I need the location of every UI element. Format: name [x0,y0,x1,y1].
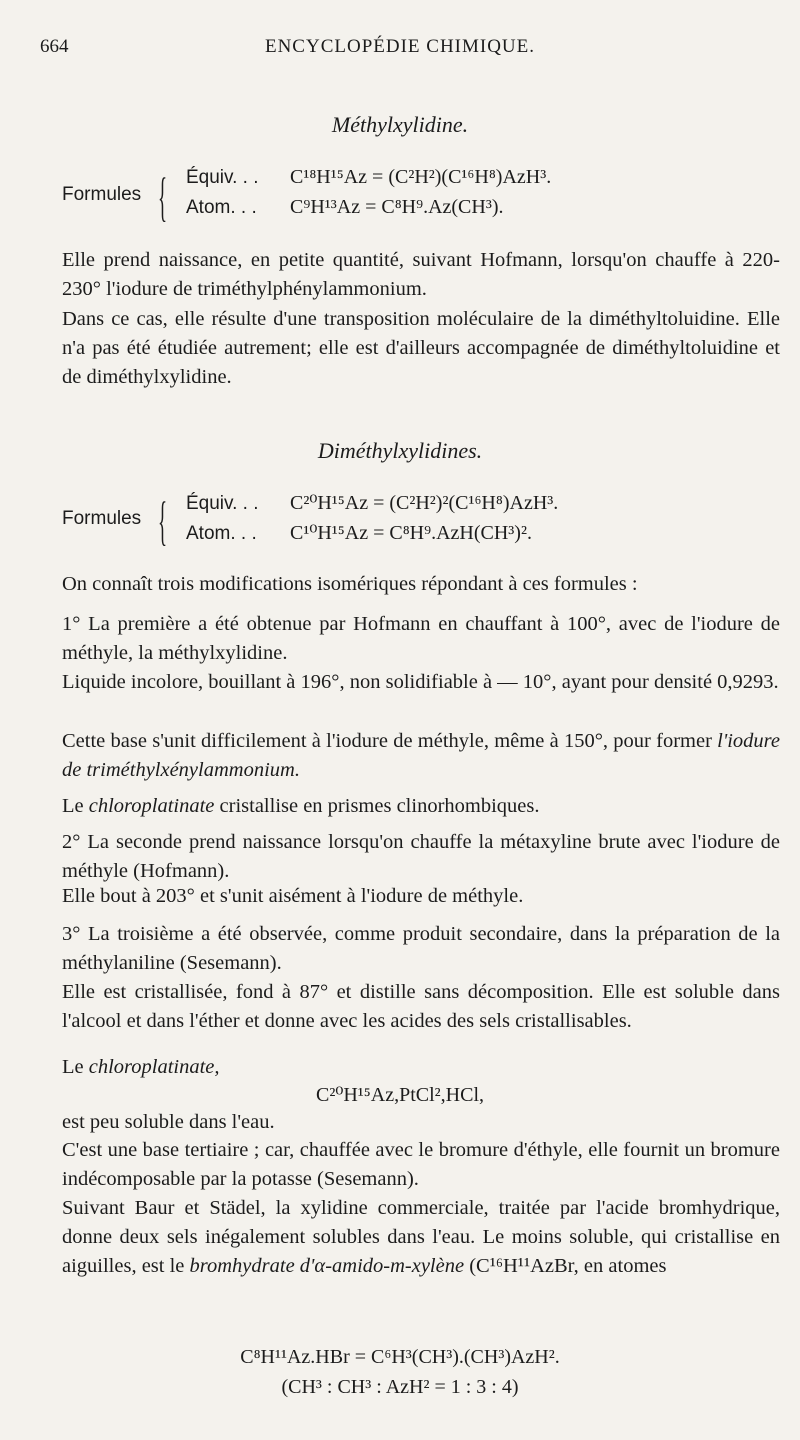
formula-value: C²⁰H¹⁵Az = (C²H²)²(C¹⁶H⁸)AzH³. [290,492,559,514]
formula-line: (CH³ : CH³ : AzH² = 1 : 3 : 4) [281,1376,519,1398]
formulas-label: Formules [62,184,142,205]
paragraph: Elle bout à 203° et s'unit aisément à l'iodure de méthyle. [62,885,524,907]
running-title: ENCYCLOPÉDIE CHIMIQUE. [264,36,536,57]
formula-row-atom [186,196,504,224]
formula-block-2 [62,490,762,556]
formula-key: Équiv. . . [186,493,259,514]
paragraph: Elle prend naissance, en petite quantité, suivant Hofmann, lorsqu'on chauffe à 220-230° l'iodure de triméthylphénylammonium. [62,249,780,300]
text-run: cristallise en prismes clinorhombiques. [214,795,540,817]
formula-row-equiv [186,166,551,194]
paragraph: 3° La troisième a été observée, comme produit secondaire, dans la préparation de la méthylaniline (Sesemann). [62,923,780,974]
brace-glyph: { [158,491,168,551]
paragraph: 2° La seconde prend naissance lorsqu'on chauffe la métaxyline brute avec l'iodure de méthyle (Hofmann). [62,831,780,882]
page-header [40,36,760,62]
formula-block-1 [62,166,762,232]
formula-row-equiv [186,490,558,518]
paragraph [62,727,780,785]
paragraph [62,1053,780,1082]
section-title-methylxylidine: Méthylxylidine. [331,112,469,137]
paragraph: est peu soluble dans l'eau. [62,1111,275,1133]
text-run: Le [62,1056,89,1078]
formula-key: Atom. . . [186,523,257,544]
formula-line: C²⁰H¹⁵Az,PtCl²,HCl, [316,1084,484,1106]
formula-line: C⁸H¹¹Az.HBr = C⁶H³(CH³).(CH³)AzH². [240,1346,560,1368]
paragraph: C'est une base tertiaire ; car, chauffée avec le bromure d'éthyle, elle fournit un bromure indécomposable par la potasse (Sesemann). [62,1139,780,1190]
paragraph: Elle est cristallisée, fond à 87° et distille sans décomposition. Elle est soluble dans l'alcool et dans l'éther et donne avec les acides des sels cristallisables. [62,981,780,1032]
formula-value: C⁹H¹³Az = C⁸H⁹.Az(CH³). [290,196,504,218]
emphasis: chloroplatinate, [88,1056,220,1078]
formula-value: C¹⁰H¹⁵Az = C⁸H⁹.AzH(CH³)². [290,522,532,544]
formula-value: C¹⁸H¹⁵Az = (C²H²)(C¹⁶H⁸)AzH³. [290,166,552,188]
emphasis: l'iodure de triméthylxénylammonium. [62,730,780,781]
paragraph [62,792,780,821]
paragraph: 1° La première a été obtenue par Hofmann en chauffant à 100°, avec de l'iodure de méthyle, la méthylxylidine. [62,613,780,664]
paragraph: Dans ce cas, elle résulte d'une transposition moléculaire de la diméthyltoluidine. Elle n'a pas été étudiée autrement; elle est d'ailleurs accompagnée de diméthyltoluidine et de diméthylxylidine. [62,308,780,388]
paragraph: Liquide incolore, bouillant à 196°, non solidifiable à — 10°, ayant pour densité 0,9293. [62,671,779,693]
page-number: 664 [40,36,69,57]
paragraph: On connaît trois modifications isomériques répondant à ces formules : [62,573,638,595]
text-run: Cette base s'unit difficilement à l'iodure de méthyle, même à 150°, pour former [62,730,718,752]
paragraph [62,1194,780,1281]
section-title-dimethylxylidines: Diméthylxylidines. [317,438,483,463]
brace-glyph: { [158,167,168,227]
emphasis: bromhydrate d'α-amido-m-xylène [189,1255,465,1277]
text-run: Suivant Baur et Städel, la xylidine commerciale, traitée par l'acide bromhydrique, donne deux sels inégalement solubles dans l'eau. Le moins soluble, qui cristallise en aiguilles, est le [62,1197,780,1277]
formula-key: Équiv. . . [186,167,259,188]
text-run: (C¹⁶H¹¹AzBr, en atomes [464,1255,667,1277]
formula-key: Atom. . . [186,197,257,218]
formulas-label: Formules [62,508,142,529]
formula-row-atom [186,520,532,548]
text-run: Le [62,795,89,817]
emphasis: chloroplatinate [88,795,215,817]
